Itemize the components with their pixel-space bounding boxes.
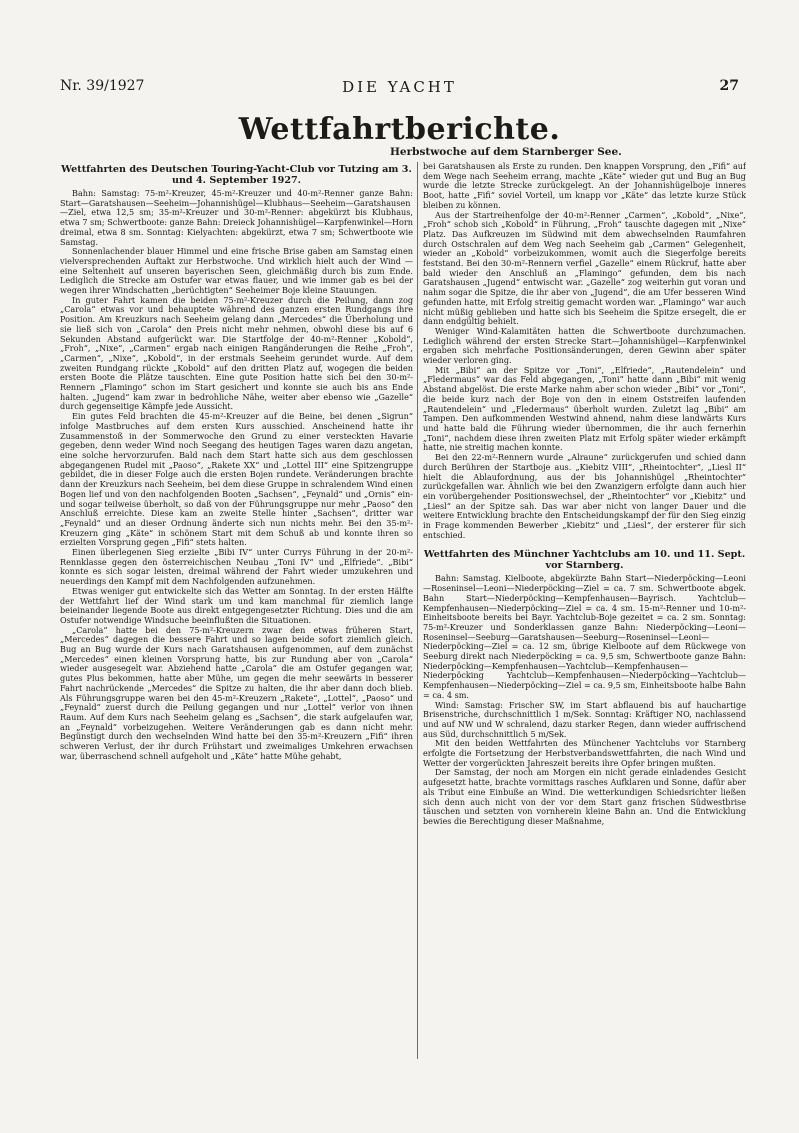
- paragraph: Bahn: Samstag: 75-m²-Kreuzer, 45-m²-Kreuzer und 40-m²-Renner ganze Bahn: Start—Garatshausen—Seeheim—Johannishügel—Klubhaus—Seeheim—Garatshausen—Ziel, etwa 12,5 sm; 35-m²-Kreuzer und 30-m²-Renner: abgekürzt bis Klubhaus, etwa 7 sm; Schwertboote: ganze Bahn: Dreieck Johannishügel—Karpfenwinkel—Horn dreimal, etwa 8 sm. Sonntag: Kielyachten: abgekürzt, etwa 7 sm; Schwertboote wie Samstag.: [60, 188, 413, 247]
- issue-number: Nr. 39/1927: [60, 78, 145, 94]
- paragraph: Mit den beiden Wettfahrten des Münchener Yachtclubs vor Starnberg erfolgte die Fortsetzung der Herbstverbandswettfahrten, die nach Wind und Wetter der vorgerückten Jahreszeit bereits ihre Opfer bringen mußten.: [423, 738, 746, 768]
- section-heading-starnberg: Wettfahrten des Münchner Yachtclubs am 10. und 11. Sept. vor Starnberg.: [423, 549, 746, 572]
- paragraph: Mit „Bibi“ an der Spitze vor „Toni“, „Elfriede“, „Rautendelein“ und „Fledermaus“ war das Feld abgegangen, „Toni“ hatte dann „Bibi“ mit wenig Abstand abgelöst. Die erste Marke nahm aber schon wieder „Bibi“ vor „Toni“, die beide kurz nach der Boje von den in einem Oststreifen laufenden „Rautendelein“ und „Fledermaus“ überholt wurden. Zuletzt lag „Bibi“ am Tampen. Den aufkommenden Westwind ahnend, nahm diese landwärts Kurs und hatte bald die Führung wieder übernommen, die ihr auch fernerhin „Toni“, nachdem diese ihren zweiten Platz mit Erfolg später wieder erkämpft hatte, nie streitig machen konnte.: [423, 364, 746, 453]
- paragraph: Sonnenlachender blauer Himmel und eine frische Brise gaben am Samstag einen vielversprechenden Auftakt zur Herbstwoche. Und wirklich hielt auch der Wind — eine Seltenheit auf unseren bayerischen Seen, gleichmäßig durch bis zum Ende. Lediglich die Strecke am Ostufer war etwas flauer, und wie immer gab es bei der wegen ihrer Windschatten „berüchtigten“ Seeheimer Boje kleine Stauungen.: [60, 246, 413, 296]
- running-header: [60, 78, 739, 98]
- paragraph: Einen überlegenen Sieg erzielte „Bibi IV“ unter Currys Führung in der 20-m²-Rennklasse gegen den österreichischen Neubau „Toni IV“ und „Elfriede“. „Bibi“ konnte es sich sogar leisten, dreimal während der Fahrt wieder umzukehren und neuerdings den Kampf mit dem Nachfolgenden aufzunehmen.: [60, 547, 413, 587]
- section-heading-tutzing: Wettfahrten des Deutschen Touring-Yacht-Club vor Tutzing am 3. und 4. September 1927.: [61, 164, 412, 186]
- page-title: Wettfahrtberichte.: [238, 112, 561, 147]
- paragraph: In guter Fahrt kamen die beiden 75-m²-Kreuzer durch die Peilung, dann zog „Carola“ etwas vor und behauptete während des ganzen ersten Rundgangs ihre Position. Am Kreuzkurs nach Seeheim gelang dann „Mercedes“ die Überholung und sie ließ sich von „Carola“ den Preis nicht mehr nehmen, obwohl diese bis auf 6 Sekunden Abstand aufgerückt war. Die Startfolge der 40-m²-Renner „Kobold“, „Froh“, „Nixe“, „Carmen“ ergab nach einigen Rangänderungen die Reihe „Froh“, „Carmen“, „Nixe“, „Kobold“, in der erstmals Seeheim gerundet wurde. Auf dem zweiten Rundgang rückte „Kobold“ auf den dritten Platz auf, wogegen die beiden ersten Boote die Plätze tauschten. Eine gute Position hatte sich bei den 30-m²-Rennern „Flamingo“ schon im Start gesichert und konnte sie auch bis ans Ende halten. „Jugend“ kam zwar in bedrohliche Nähe, weiter aber ebenso wie „Gazelle“ durch gegenseitige Kämpfe jede Aussicht.: [60, 294, 413, 412]
- paragraph: Wind: Samstag: Frischer SW, im Start abflauend bis auf hauchartige Brisenstriche, durchschnittlich 1 m/Sek. Sonntag: Kräftiger NO, nachlassend und auf NW und W schralend, dazu starker Regen, dann wieder auffrischend aus Süd, durchschnittlich 5 m/Sek.: [423, 699, 746, 739]
- paragraph: Bei den 22-m²-Rennern wurde „Alraune“ zurückgerufen und schied dann durch Berühren der Startboje aus. „Kiebitz VIII“, „Rheintochter“, „Liesl II“ hielt die Ablaufordnung, aus der bis Johannishügel „Rheintochter“ zurückgefallen war. Ähnlich wie bei den Zwanzigern erfolgte dann auch hier ein vorübergehender Positionswechsel, der „Rheintochter“ vor „Kiebitz“ und „Liesl“ an der Spitze sah. Das war aber nicht von langer Dauer und die weitere Entwicklung brachte den Entscheidungskampf der für den Sieg einzig in Frage kommenden Bewerber „Kiebitz“ und „Liesl“, der ersterer für sich entschied.: [423, 452, 746, 540]
- page-subtitle: Herbstwoche auf dem Starnberger See.: [390, 146, 622, 158]
- paragraph: Der Samstag, der noch am Morgen ein nicht gerade einladendes Gesicht aufgesetzt hatte, brachte vormittags rasches Aufklaren und Sonne, dafür aber als Tribut eine Einbuße an Wind. Die wetterkundigen Schiedsrichter ließen sich denn auch nicht von der vor dem Start ganz frischen Südwestbrise täuschen und setzten von vornherein kleine Bahn an. Und die Entwicklung bewies die Berechtigung dieser Maßnahme,: [423, 767, 746, 826]
- paragraph: Weniger Wind-Kalamitäten hatten die Schwertboote durchzumachen. Lediglich während der ersten Strecke Start—Johannishügel—Karpfenwinkel ergaben sich mehrfache Positionsänderungen, deren Gewinn aber später wieder verloren ging.: [423, 325, 746, 366]
- left-column: [60, 162, 413, 1062]
- column-divider: [417, 162, 418, 1059]
- page-number: 27: [719, 78, 739, 94]
- right-column: [423, 162, 746, 1062]
- paragraph: bei Garatshausen als Erste zu runden. Den knappen Vorsprung, den „Fifi“ auf dem Wege nach Seeheim errang, machte „Käte“ wieder gut und Bug an Bug wurde die letzte Strecke zurückgelegt. An der Johannishügelboje inneres Boot, hatte „Fifi“ soviel Vorteil, um knapp vor „Käte“ das letzte kurze Stück bleiben zu können.: [423, 162, 746, 210]
- paragraph: „Carola“ hatte bei den 75-m²-Kreuzern zwar den etwas früheren Start, „Mercedes“ dagegen die bessere Fahrt und so lagen beide sofort ziemlich gleich. Bug an Bug wurde der Kurs nach Garatshausen aufgenommen, auf dem zunächst „Mercedes“ einen kleinen Vorsprung hatte, bis zur Rundung aber von „Carola“ wieder ausgesegelt war. Abziehend hatte „Carola“ die am Ostufer gegangen war, gutes Plus bekommen, hatte aber Mühe, um gegen die mehr seewärts in besserer Fahrt nachrückende „Mercedes“ die Spitze zu halten, die ihr aber dann doch blieb. Als Führungsgruppe waren bei den 45-m²-Kreuzern „Rakete“, „Lottel“, „Paoso“ und „Feynald“ zuerst durch die Peilung gegangen und nur „Lottel“ verlor von ihnen Raum. Auf dem Kurs nach Seeheim gelang es „Sachsen“, die stark aufgelaufen war, an „Feynald“ vorbeizugehen. Weitere Veränderungen gab es dann nicht mehr. Begünstigt durch den wechselnden Wind hatte bei den 35-m²-Kreuzern „Fifi“ ihren schweren Verlust, der ihr durch Frühstart und zweimaliges Umkehren erwachsen war, überraschend schnell aufgeholt und „Käte“ hatte Mühe gehabt,: [60, 624, 413, 761]
- paragraph: Etwas weniger gut entwickelte sich das Wetter am Sonntag. In der ersten Hälfte der Wettfahrt lief der Wind stark um und kam manchmal für ziemlich lange beieinander liegende Boote aus direkt entgegengesetzter Richtung. Dies und die am Ostufer notwendige Windsuche beeinflußten die Situationen.: [60, 585, 413, 625]
- paragraph: Bahn: Samstag. Kielboote, abgekürzte Bahn Start—Niederpöcking—Leoni—Roseninsel—Leoni—Niederpöcking—Ziel = ca. 7 sm. Schwertboote abgek. Bahn Start—Niederpöcking—Kempfenhausen—Bayrisch. Yachtclub—Kempfenhausen—Niederpöcking—Ziel = ca. 4 sm. 15-m²-Renner und 10-m²-Einheitsboote bereits bei Bayr. Yachtclub-Boje gezeitet = ca. 2 sm. Sonntag: 75-m²-Kreuzer und Sonderklassen ganze Bahn: Niederpöcking—Leoni—Roseninsel—Seeburg—Garatshausen—Seeburg—Roseninsel—Leoni—Niederpöcking—Ziel = ca. 12 sm, übrige Kielboote auf dem Rückwege von Seeburg direkt nach Niederpöcking = ca. 9,5 sm, Schwertboote ganze Bahn: Niederpöcking—Kempfenhausen—Yachtclub—Kempfenhausen—Niederpöcking Yachtclub—Kempfenhausen—Niederpöcking—Yachtclub—Kempfenhausen—Niederpöcking—Ziel = ca. 9,5 sm, Einheitsboote halbe Bahn = ca. 4 sm.: [423, 573, 746, 700]
- magazine-name: DIE YACHT: [342, 78, 457, 96]
- paragraph: Aus der Startreihenfolge der 40-m²-Renner „Carmen“, „Kobold“, „Nixe“, „Froh“ schob sich „Kobold“ in Führung, „Froh“ tauschte dagegen mit „Nixe“ Platz. Das Aufkreuzen im Südwind mit dem abwechselnden Raumfahren durch Ostschralen auf dem Weg nach Seeheim gab „Carmen“ Gelegenheit, wieder an „Kobold“ vorbeizukommen, womit auch die Siegerfolge bereits feststand. Bei den 30-m²-Rennern verfiel „Gazelle“ einem Rückruf, hatte aber bald wieder den Anschluß an „Flamingo“ gefunden, dem bis nach Garatshausen „Jugend“ entwischt war. „Gazelle“ zog weiterhin gut voran und nahm sogar die Spitze, die ihr aber von „Jugend“, die am Ufer besseren Wind gefunden hatte, mit Erfolg streitig gemacht worden war. „Flamingo“ war auch nicht müßig geblieben und hatte sich bis Seeheim die Spitze ersegelt, die er dann endgültig behielt.: [423, 209, 746, 327]
- paragraph: Ein gutes Feld brachten die 45-m²-Kreuzer auf die Beine, bei denen „Sigrun“ infolge Mastbruches auf dem ersten Kurs ausschied. Anscheinend hatte ihr Zusammenstoß in der Sommerwoche den Grund zu einer versteckten Havarie gegeben, denn weder Wind noch Seegang des heutigen Tages waren dazu angetan, eine solche hervorzurufen. Bald nach dem Start hatte sich aus dem geschlossen abgegangenen Rudel mit „Paoso“, „Rakete XX“ und „Lottel III“ eine Spitzengruppe gebildet, die in dieser Folge auch die ersten Bojen rundete. Veränderungen brachte dann der Kreuzkurs nach Seeheim, bei dem diese Gruppe in schralendem Wind einen Bogen lief und von den nachfolgenden Booten „Sachsen“, „Feynald“ und „Ornis“ ein- und sogar teilweise überholt, so daß von der Führungsgruppe nur mehr „Paoso“ den Anschluß erreichte. Diese kam an zweite Stelle hinter „Sachsen“, dritter war „Feynald“ und an dieser Ordnung änderte sich nun nichts mehr. Bei den 35-m²-Kreuzern ging „Käte“ in schönem Start mit dem Schuß ab und konnte ihren so erzielten Vorsprung gegen „Fifi“ stets halten.: [60, 411, 413, 548]
